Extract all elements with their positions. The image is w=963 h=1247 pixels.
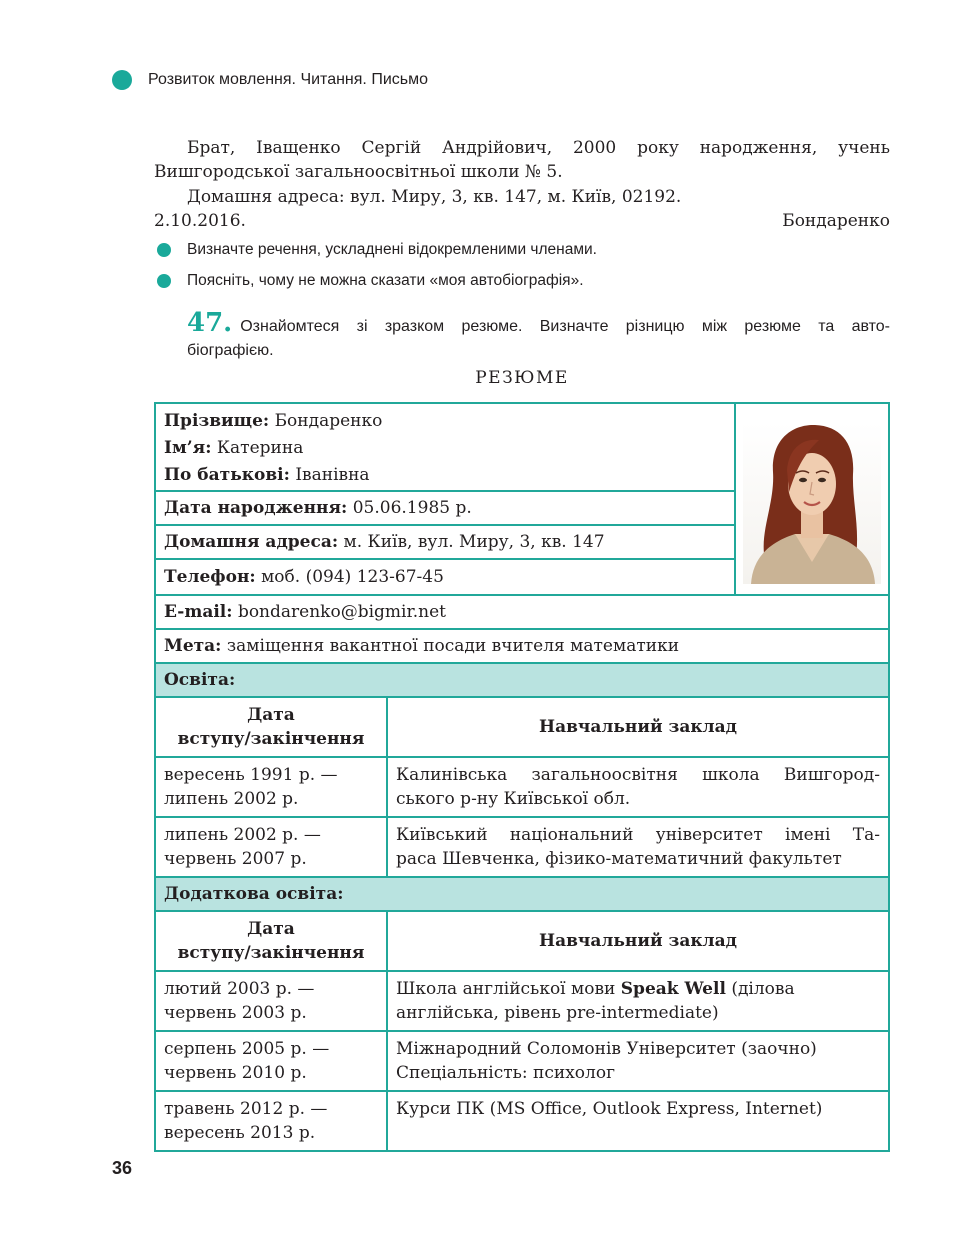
resume-goal: Мета: заміщення вакантної посади вчителя математики: [156, 630, 888, 664]
extra-education-row: лютий 2003 р. — червень 2003 р. Школа англійської мови Speak Well (ділова англійська, рівень pre-intermediate): [156, 972, 888, 1032]
education-row: вересень 1991 р. — липень 2002 р. Калинівська загальноосвітня школа Вишгород- ського р-ну Київської обл.: [156, 758, 888, 818]
education-header-row: Дата вступу/закінчення Навчальний заклад: [156, 698, 888, 758]
extra-education-header-row: Дата вступу/закінчення Навчальний заклад: [156, 912, 888, 972]
bullet-text: Визначте речення, ускладнені відокремленими членами.: [187, 241, 597, 258]
bullet-text: Поясніть, чому не можна сказати «моя автобіографія».: [187, 272, 584, 289]
task-text-line-1: Ознайомтеся зі зразком резюме. Визначте різницю між резюме та авто-: [240, 318, 890, 335]
intro-line-2: Вишгородської загальноосвітньої школи № 5.: [154, 162, 563, 182]
page-number: 36: [112, 1158, 133, 1178]
resume-address: Домашня адреса: м. Київ, вул. Миру, 3, кв. 147: [156, 526, 734, 560]
education-section-title: Освіта:: [156, 664, 888, 698]
task-text-line-2: біографією.: [187, 342, 274, 359]
bullet-dot-icon: [157, 274, 171, 288]
section-marker-icon: [112, 70, 132, 90]
resume-phone: Телефон: моб. (094) 123-67-45: [164, 567, 444, 587]
portrait-photo: [736, 404, 888, 594]
page-header: [112, 70, 428, 90]
intro-line-3: Домашня адреса: вул. Миру, 3, кв. 147, м. Київ, 02192.: [187, 187, 682, 207]
extra-education-section-title: Додаткова освіта:: [156, 878, 888, 912]
resume-table: [154, 402, 890, 1152]
bullet-2: [157, 272, 584, 290]
resume-names: Прізвище: Бондаренко Ім’я: Катерина По батькові: Іванівна: [156, 404, 734, 492]
header-title: Розвиток мовлення. Читання. Письмо: [148, 71, 428, 88]
bullet-dot-icon: [157, 243, 171, 257]
extra-education-row: травень 2012 р. — вересень 2013 р. Курси ПК (MS Office, Outlook Express, Internet): [156, 1092, 888, 1150]
intro-line-1: Брат, Іващенко Сергій Андрійович, 2000 року народження, учень: [187, 138, 890, 158]
task-47: [187, 308, 890, 363]
bullet-1: [157, 241, 597, 259]
intro-date: 2.10.2016.: [154, 211, 246, 231]
extra-education-row: серпень 2005 р. — червень 2010 р. Міжнародний Соломонів Університет (заочно) Спеціальність: психолог: [156, 1032, 888, 1092]
education-row: липень 2002 р. — червень 2007 р. Київський національний університет імені Та- раса Шевченка, фізико-математичний факультет: [156, 818, 888, 878]
resume-title: РЕЗЮМЕ: [475, 368, 569, 388]
resume-birth: Дата народження: 05.06.1985 р.: [156, 492, 734, 526]
task-number: 47.: [187, 308, 233, 338]
portrait-image: [743, 422, 881, 584]
resume-email: E-mail: bondarenko@bigmir.net: [156, 596, 888, 630]
intro-signature: Бондаренко: [782, 211, 890, 231]
